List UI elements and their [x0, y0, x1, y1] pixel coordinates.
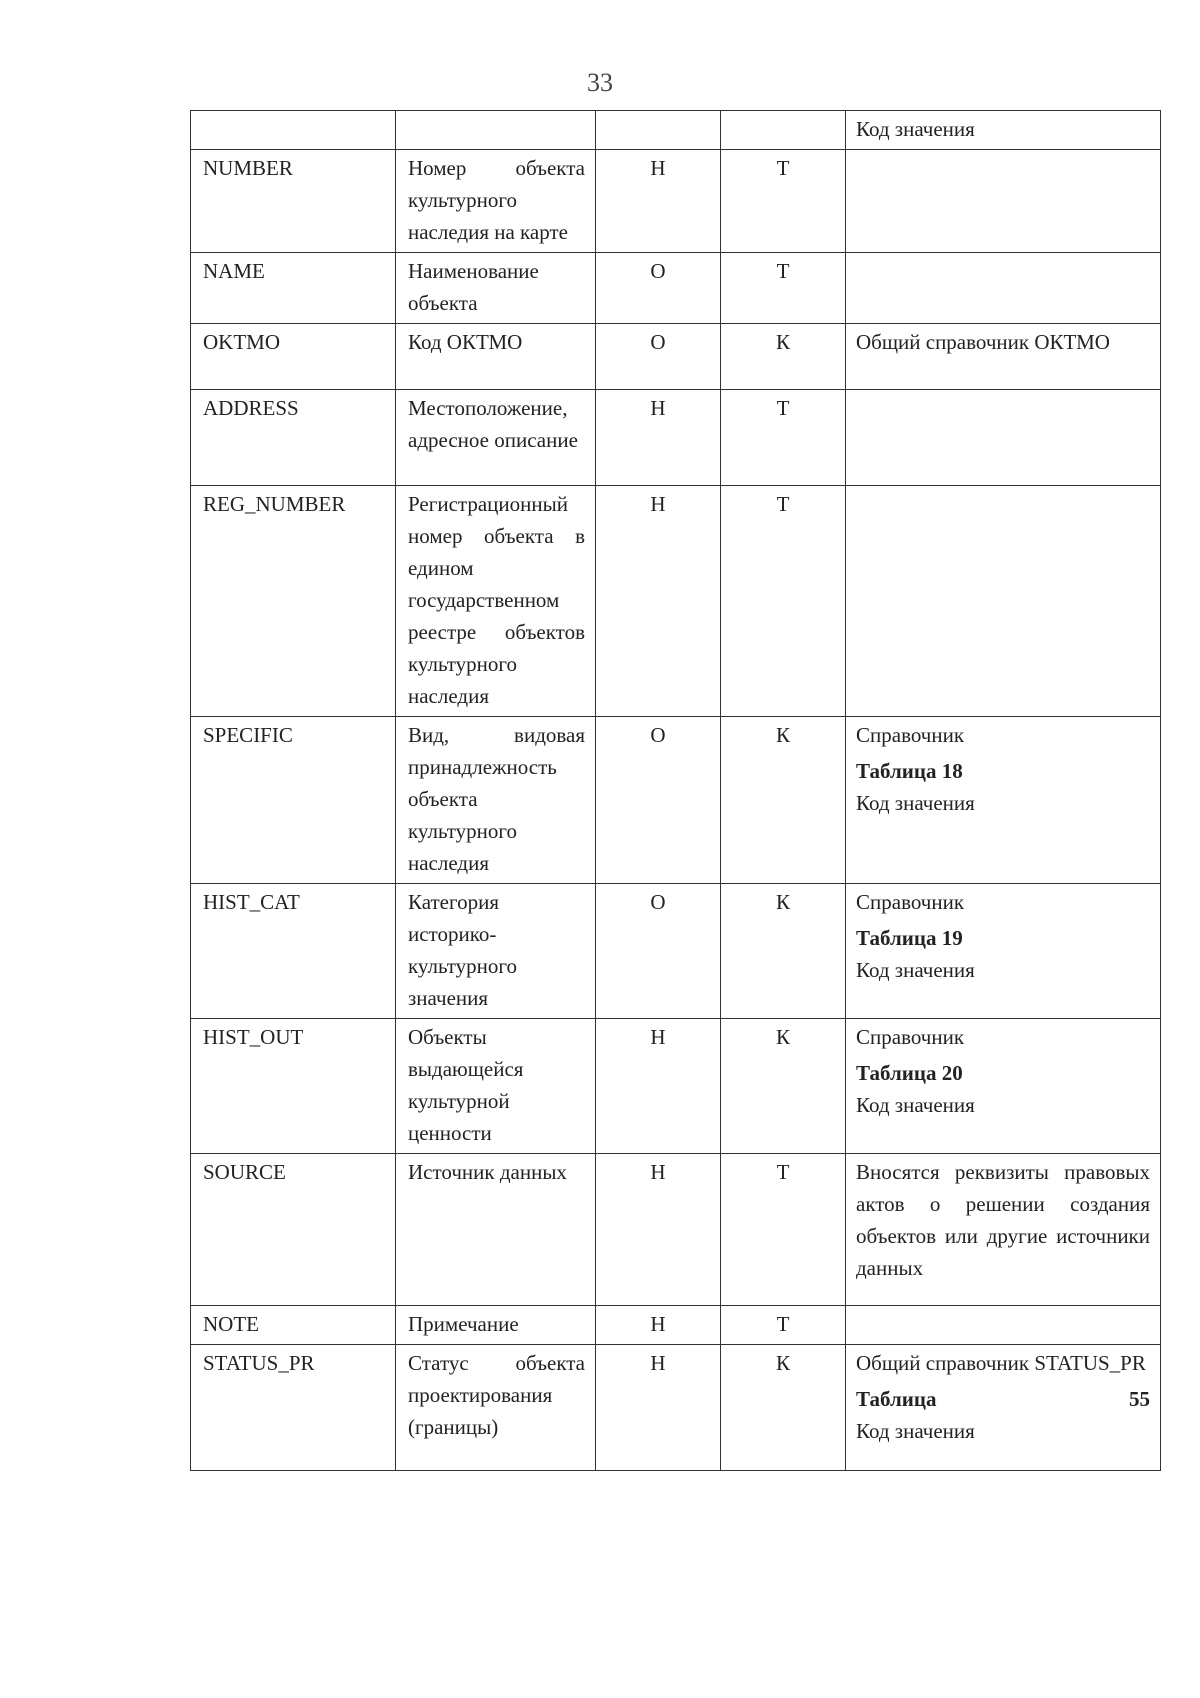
- field-description-cell: Местоположение, адресное описание: [396, 390, 596, 486]
- field-mandatory-cell: Н: [596, 1154, 721, 1306]
- field-code-cell: NUMBER: [191, 150, 396, 253]
- header-cell-mandatory: [596, 111, 721, 150]
- reference-text: Общий справочник STATUS_PR: [856, 1351, 1146, 1375]
- header-cell-code: [191, 111, 396, 150]
- field-type-cell: Т: [721, 253, 846, 324]
- field-mandatory-cell: Н: [596, 1019, 721, 1154]
- header-cell-type: [721, 111, 846, 150]
- field-code-cell: STATUS_PR: [191, 1345, 396, 1471]
- table-row: [191, 884, 1161, 1019]
- field-description-cell: Статус объекта проектирования (границы): [396, 1345, 596, 1471]
- reference-text: Общий справочник ОКТМО: [856, 330, 1110, 354]
- table-row: [191, 1154, 1161, 1306]
- reference-table-label: Таблица 19: [856, 926, 963, 950]
- header-cell-description: [396, 111, 596, 150]
- field-mandatory-cell: О: [596, 253, 721, 324]
- page-number: 33: [587, 68, 613, 97]
- field-reference-cell: [846, 253, 1161, 324]
- table-row: [191, 150, 1161, 253]
- field-mandatory-cell: Н: [596, 1345, 721, 1471]
- reference-text: Справочник: [856, 1025, 965, 1049]
- field-reference-cell: [846, 884, 1161, 1019]
- field-description-cell: Регистрационный номер объекта в едином государственном реестре объектов культурного наследия: [396, 486, 596, 717]
- field-type-cell: К: [721, 884, 846, 1019]
- field-reference-cell: [846, 150, 1161, 253]
- table-row: [191, 390, 1161, 486]
- field-mandatory-cell: О: [596, 717, 721, 884]
- field-type-cell: К: [721, 324, 846, 390]
- field-description-cell: Примечание: [396, 1306, 596, 1345]
- field-mandatory-cell: Н: [596, 1306, 721, 1345]
- reference-text: Справочник: [856, 723, 965, 747]
- field-mandatory-cell: О: [596, 884, 721, 1019]
- field-type-cell: К: [721, 1345, 846, 1471]
- field-reference-cell: [846, 717, 1161, 884]
- field-reference-cell: [846, 390, 1161, 486]
- field-type-cell: Т: [721, 390, 846, 486]
- table-row: [191, 253, 1161, 324]
- reference-text: Код значения: [856, 1093, 975, 1117]
- field-description-cell: Номер объекта культурного наследия на карте: [396, 150, 596, 253]
- reference-text: Вносятся реквизиты правовых актов о решении создания объектов или другие источники данных: [856, 1160, 1150, 1280]
- reference-table-label: Таблица 18: [856, 759, 963, 783]
- field-description-cell: Категория историко-культурного значения: [396, 884, 596, 1019]
- field-mandatory-cell: Н: [596, 390, 721, 486]
- reference-table-label: Таблица 55: [856, 1387, 1150, 1411]
- field-code-cell: NAME: [191, 253, 396, 324]
- field-code-cell: OKTMO: [191, 324, 396, 390]
- field-type-cell: Т: [721, 486, 846, 717]
- table-row: [191, 1345, 1161, 1471]
- table-row: [191, 1019, 1161, 1154]
- field-code-cell: SOURCE: [191, 1154, 396, 1306]
- field-type-cell: К: [721, 1019, 846, 1154]
- field-type-cell: К: [721, 717, 846, 884]
- field-mandatory-cell: О: [596, 324, 721, 390]
- field-code-cell: REG_NUMBER: [191, 486, 396, 717]
- field-reference-cell: [846, 1306, 1161, 1345]
- table-header-row: [191, 111, 1161, 150]
- field-type-cell: Т: [721, 1306, 846, 1345]
- field-description-cell: Наименование объекта: [396, 253, 596, 324]
- field-description-cell: Код ОКТМО: [396, 324, 596, 390]
- field-description-cell: Источник данных: [396, 1154, 596, 1306]
- field-reference-cell: [846, 1345, 1161, 1471]
- field-reference-cell: [846, 486, 1161, 717]
- table-row: [191, 1306, 1161, 1345]
- header-cell-reference: Код значения: [846, 111, 1161, 150]
- field-code-cell: NOTE: [191, 1306, 396, 1345]
- field-reference-cell: [846, 1019, 1161, 1154]
- field-description-cell: Объекты выдающейся культурной ценности: [396, 1019, 596, 1154]
- field-type-cell: Т: [721, 150, 846, 253]
- reference-table-label: Таблица 20: [856, 1061, 963, 1085]
- field-type-cell: Т: [721, 1154, 846, 1306]
- field-code-cell: HIST_CAT: [191, 884, 396, 1019]
- field-reference-cell: [846, 324, 1161, 390]
- field-code-cell: SPECIFIC: [191, 717, 396, 884]
- table-row: [191, 486, 1161, 717]
- reference-text: Код значения: [856, 1419, 975, 1443]
- reference-text: Код значения: [856, 958, 975, 982]
- field-description-cell: Вид, видовая принадлежность объекта культурного наследия: [396, 717, 596, 884]
- reference-text: Код значения: [856, 791, 975, 815]
- field-mandatory-cell: Н: [596, 150, 721, 253]
- field-mandatory-cell: Н: [596, 486, 721, 717]
- table-row: [191, 717, 1161, 884]
- table-row: [191, 324, 1161, 390]
- field-code-cell: HIST_OUT: [191, 1019, 396, 1154]
- attribute-table: [190, 110, 1161, 1471]
- field-reference-cell: [846, 1154, 1161, 1306]
- reference-text: Справочник: [856, 890, 965, 914]
- field-code-cell: ADDRESS: [191, 390, 396, 486]
